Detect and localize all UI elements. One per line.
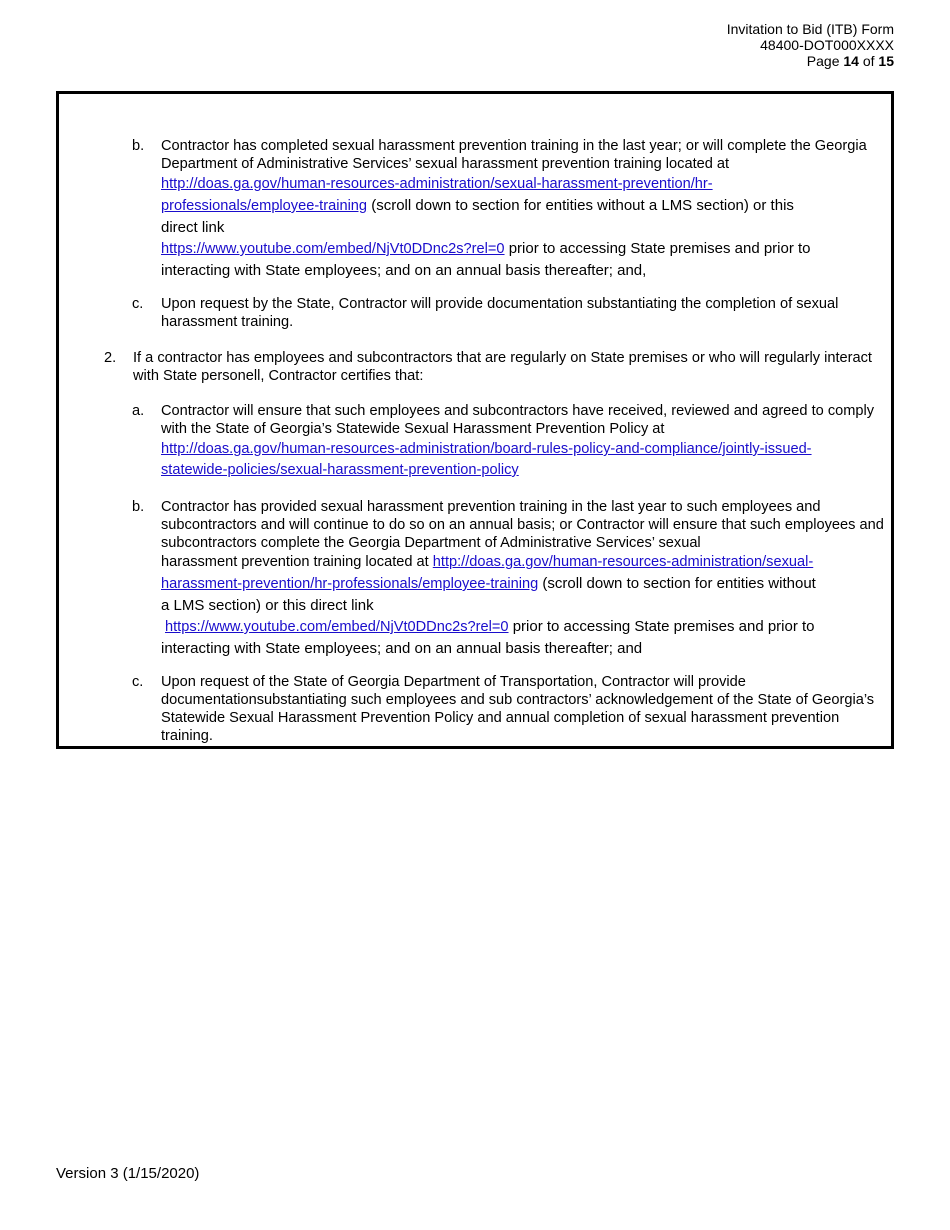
- item2-a-text: Contractor will ensure that such employees and subcontractors have received, reviewed and agreed to comply with the State of Georgia’s Statewide Sexual Harassment Prevention Policy at http://doas.ga.gov/human-resources-administration/board-rules-policy-and-compliance/jointly-issued- statewide-policies/sexual-harassment-prevention-policy: [161, 403, 875, 478]
- doas-training-link-cont[interactable]: professionals/employee-training: [161, 198, 368, 214]
- header-form-title: Invitation to Bid (ITB) Form: [726, 21, 894, 37]
- item1-c-text: Upon request by the State, Contractor will provide documentation substantiating the completion of sexual harassment training.: [161, 296, 839, 330]
- item2-a-marker: a.: [132, 403, 145, 419]
- item2-text: If a contractor has employees and subcontractors that are regularly on State premises or who will regularly interact with State personell, Contractor certifies that:: [133, 350, 872, 384]
- item1-c-marker: c.: [132, 296, 144, 312]
- page-header: [727, 21, 894, 69]
- sexual-harassment-policy-link-cont[interactable]: statewide-policies/sexual-harassment-prevention-policy: [161, 462, 519, 478]
- doas-training-link-2-cont[interactable]: harassment-prevention/hr-professionals/employee-training: [161, 576, 539, 592]
- item2-marker: 2.: [104, 350, 117, 366]
- doas-training-link[interactable]: http://doas.ga.gov/human-resources-administration/sexual-harassment-prevention/hr-: [161, 176, 713, 192]
- item2-c-marker: c.: [132, 674, 144, 690]
- sexual-harassment-policy-link[interactable]: http://doas.ga.gov/human-resources-administration/board-rules-policy-and-compliance/jointly-issued-: [161, 441, 812, 457]
- version-footer: Version 3 (1/15/2020): [56, 1165, 200, 1182]
- item2-b-marker: b.: [132, 499, 145, 515]
- youtube-training-link-2[interactable]: https://www.youtube.com/embed/NjVt0DDnc2s?rel=0: [165, 619, 509, 635]
- current-page: 14: [843, 53, 859, 69]
- item1-b-text: Contractor has completed sexual harassment prevention training in the last year; or will complete the Georgia Department of Administrative Services’ sexual harassment prevention training located at http://doas.ga.gov/human-resources-administration/sexual-harassment-prevention/hr- professionals/employee-training (scroll down to section for entities without a LMS section) or this direct link https://www.youtube.com/embed/NjVt0DDnc2s?rel=0 prior to accessing State premises and prior to interacting with State employees; and on an annual basis thereafter; and,: [161, 138, 867, 279]
- item2-b-text: Contractor has provided sexual harassment prevention training in the last year to such employees and subcontractors and will continue to do so on an annual basis; or Contractor will ensure that such employees and subcontractors complete the Georgia Department of Administrative Services’ sexual harassment prevention training located at http://doas.ga.gov/human-resources-administration/sexual- harassment-prevention/hr-professionals/employee-training (scroll down to section for entities without a LMS section) or this direct link https://www.youtube.com/embed/NjVt0DDnc2s?rel=0 prior to accessing State premises and prior to interacting with State employees; and on an annual basis thereafter; and: [161, 499, 884, 657]
- total-pages: 15: [878, 53, 894, 69]
- item1-b-marker: b.: [132, 138, 145, 154]
- item2-c-text: Upon request of the State of Georgia Department of Transportation, Contractor will provide documentationsubstantiating such employees and sub contractors’ acknowledgement of the State of Georgia’s Statewide Sexual Harassment Prevention Policy and annual completion of sexual harassment prevention training.: [161, 674, 875, 744]
- youtube-training-link[interactable]: https://www.youtube.com/embed/NjVt0DDnc2s?rel=0: [161, 241, 505, 257]
- header-page-number: Page 14 of 15: [806, 53, 894, 69]
- doas-training-link-2[interactable]: http://doas.ga.gov/human-resources-administration/sexual-: [432, 554, 814, 570]
- header-form-number: 48400-DOT000XXXX: [760, 37, 894, 53]
